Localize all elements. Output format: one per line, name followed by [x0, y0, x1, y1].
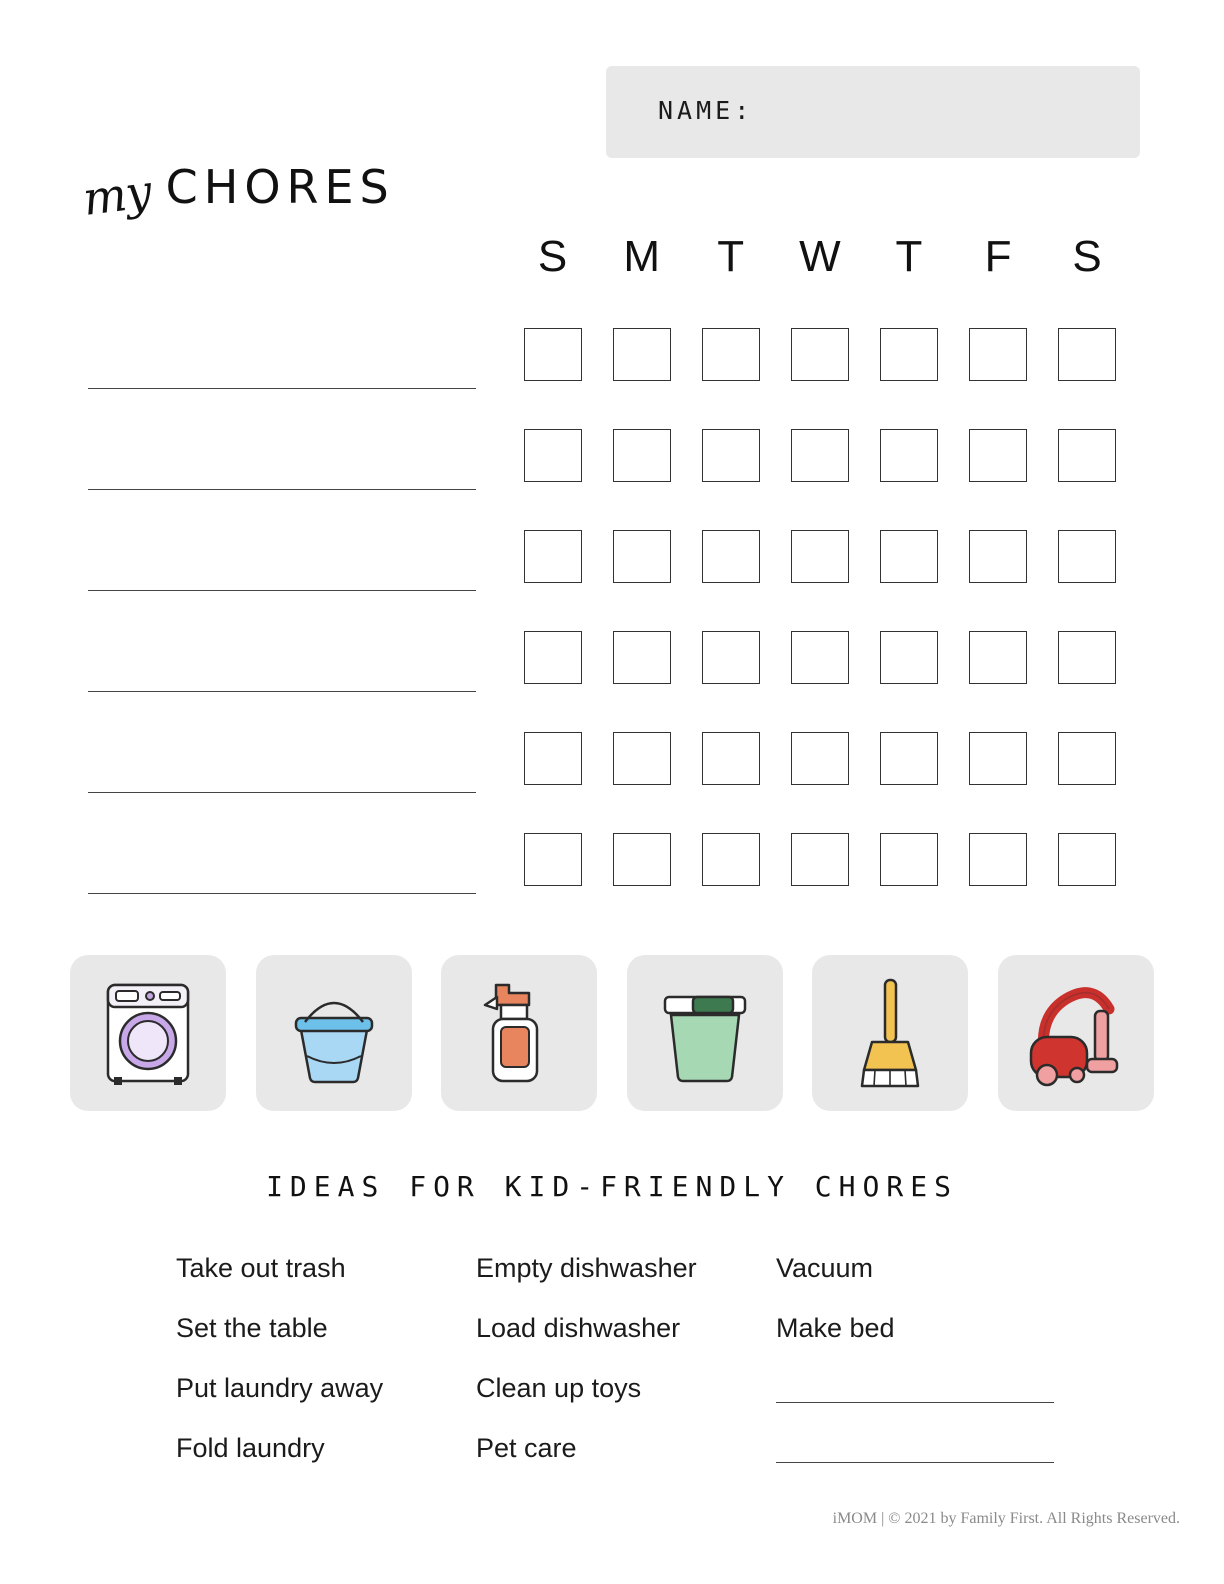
- checkbox[interactable]: [524, 530, 582, 583]
- day-header-saturday: S: [1072, 232, 1102, 281]
- chore-name-line[interactable]: [88, 792, 476, 793]
- icon-tile-bucket: [256, 955, 412, 1111]
- checkbox-cell: [775, 732, 864, 785]
- checkbox[interactable]: [613, 328, 671, 381]
- checkbox-cell: [864, 833, 953, 886]
- ideas-column-2: [476, 1238, 776, 1478]
- checkbox[interactable]: [880, 732, 938, 785]
- checkbox[interactable]: [524, 631, 582, 684]
- chore-name-line[interactable]: [88, 489, 476, 490]
- checkbox-cell: [953, 429, 1042, 482]
- checkbox-cell: [864, 631, 953, 684]
- checkbox[interactable]: [880, 833, 938, 886]
- checkbox-group: [508, 530, 1132, 583]
- checkbox[interactable]: [613, 732, 671, 785]
- checkbox-group: [508, 631, 1132, 684]
- checkbox-cell: [775, 631, 864, 684]
- checkbox-cell: [1043, 732, 1132, 785]
- checkbox-cell: [597, 833, 686, 886]
- washing-machine-icon: [94, 977, 202, 1089]
- checkbox-cell: [508, 732, 597, 785]
- checkbox-cell: [686, 631, 775, 684]
- checkbox-cell: [775, 833, 864, 886]
- icon-tile-trash-bin: [627, 955, 783, 1111]
- checkbox[interactable]: [524, 732, 582, 785]
- day-header-friday: F: [984, 232, 1012, 281]
- checkbox-group: [508, 833, 1132, 886]
- checkbox[interactable]: [524, 328, 582, 381]
- table-row: [0, 421, 1224, 522]
- day-header-thursday: T: [895, 232, 923, 281]
- checkbox[interactable]: [702, 833, 760, 886]
- checkbox[interactable]: [880, 328, 938, 381]
- chore-name-line[interactable]: [88, 590, 476, 591]
- checkbox-cell: [864, 732, 953, 785]
- day-header-row: [508, 232, 1132, 282]
- checkbox[interactable]: [702, 328, 760, 381]
- list-item: Empty dishwasher: [476, 1253, 697, 1283]
- checkbox-cell: [686, 328, 775, 381]
- checkbox[interactable]: [969, 631, 1027, 684]
- checkbox[interactable]: [1058, 429, 1116, 482]
- checkbox[interactable]: [702, 429, 760, 482]
- icon-tile-washing-machine: [70, 955, 226, 1111]
- list-item: Put laundry away: [176, 1373, 384, 1403]
- checkbox-cell: [508, 833, 597, 886]
- checkbox-cell: [1043, 833, 1132, 886]
- checkbox[interactable]: [1058, 732, 1116, 785]
- bucket-icon: [279, 978, 389, 1088]
- day-header-monday: M: [623, 232, 660, 281]
- checkbox-cell: [953, 833, 1042, 886]
- table-row: [0, 522, 1224, 623]
- checkbox-cell: [775, 429, 864, 482]
- checkbox[interactable]: [880, 631, 938, 684]
- checkbox[interactable]: [880, 429, 938, 482]
- checkbox[interactable]: [702, 732, 760, 785]
- checkbox[interactable]: [969, 833, 1027, 886]
- day-header-sunday: S: [537, 232, 568, 281]
- checkbox-cell: [864, 530, 953, 583]
- checkbox-cell: [1043, 631, 1132, 684]
- icon-tile-vacuum-cleaner: [998, 955, 1154, 1111]
- checkbox-cell: [597, 631, 686, 684]
- chore-grid: [0, 320, 1224, 926]
- icon-tile-broom: [812, 955, 968, 1111]
- checkbox[interactable]: [791, 429, 849, 482]
- list-item: Load dishwasher: [476, 1313, 681, 1343]
- checkbox[interactable]: [524, 429, 582, 482]
- checkbox-cell: [508, 631, 597, 684]
- checkbox[interactable]: [702, 631, 760, 684]
- list-item: Vacuum: [776, 1253, 874, 1283]
- checkbox[interactable]: [791, 631, 849, 684]
- checkbox-group: [508, 328, 1132, 381]
- footer-copyright: iMOM | © 2021 by Family First. All Rights Reserved.: [832, 1510, 1180, 1527]
- spray-bottle-icon: [469, 975, 569, 1091]
- checkbox-cell: [953, 631, 1042, 684]
- day-header-tuesday: T: [717, 232, 745, 281]
- checkbox[interactable]: [1058, 631, 1116, 684]
- table-row: [0, 825, 1224, 926]
- checkbox-cell: [597, 328, 686, 381]
- list-item: Set the table: [176, 1313, 328, 1343]
- checkbox[interactable]: [791, 833, 849, 886]
- checkbox[interactable]: [969, 429, 1027, 482]
- ideas-column-1: [176, 1238, 476, 1478]
- checkbox-cell: [953, 530, 1042, 583]
- checkbox-cell: [1043, 530, 1132, 583]
- checkbox-cell: [1043, 429, 1132, 482]
- checkbox[interactable]: [791, 732, 849, 785]
- name-field-box[interactable]: [606, 66, 1140, 158]
- checkbox-cell: [686, 732, 775, 785]
- table-row: [0, 724, 1224, 825]
- checkbox-group: [508, 429, 1132, 482]
- checkbox-cell: [597, 530, 686, 583]
- checkbox-cell: [597, 732, 686, 785]
- checkbox-cell: [953, 732, 1042, 785]
- chore-icon-strip: [70, 955, 1154, 1111]
- checkbox[interactable]: [1058, 833, 1116, 886]
- ideas-heading: IDEAS FOR KID-FRIENDLY CHORES: [266, 1170, 958, 1203]
- checkbox-cell: [686, 530, 775, 583]
- table-row: [0, 623, 1224, 724]
- checkbox[interactable]: [613, 833, 671, 886]
- ideas-list: [176, 1238, 1136, 1478]
- trash-bin-icon: [649, 979, 761, 1087]
- chore-name-line[interactable]: [88, 388, 476, 389]
- checkbox[interactable]: [969, 530, 1027, 583]
- day-header-wednesday: W: [799, 232, 841, 281]
- checkbox[interactable]: [969, 328, 1027, 381]
- checkbox-cell: [864, 328, 953, 381]
- checkbox-cell: [508, 429, 597, 482]
- checkbox-cell: [508, 530, 597, 583]
- checkbox[interactable]: [702, 530, 760, 583]
- checkbox-cell: [953, 328, 1042, 381]
- checkbox[interactable]: [613, 429, 671, 482]
- checkbox[interactable]: [969, 732, 1027, 785]
- icon-tile-spray-bottle: [441, 955, 597, 1111]
- table-row: [0, 320, 1224, 421]
- checkbox-cell: [686, 429, 775, 482]
- checkbox[interactable]: [613, 530, 671, 583]
- checkbox-cell: [597, 429, 686, 482]
- custom-chore-line[interactable]: [776, 1418, 1076, 1478]
- checkbox[interactable]: [1058, 530, 1116, 583]
- checkbox-group: [508, 732, 1132, 785]
- list-item: Clean up toys: [476, 1373, 642, 1403]
- list-item: Make bed: [776, 1313, 895, 1343]
- checkbox-cell: [775, 328, 864, 381]
- page-title-block-word: CHORES: [165, 160, 395, 214]
- checkbox[interactable]: [791, 530, 849, 583]
- name-label: NAME:: [658, 96, 754, 125]
- checkbox[interactable]: [524, 833, 582, 886]
- checkbox[interactable]: [880, 530, 938, 583]
- page-title-script-word: my: [79, 164, 154, 226]
- broom-icon: [842, 974, 938, 1092]
- checkbox[interactable]: [1058, 328, 1116, 381]
- ideas-column-3: [776, 1238, 1076, 1478]
- list-item: Take out trash: [176, 1253, 346, 1283]
- checkbox-cell: [775, 530, 864, 583]
- checkbox-cell: [508, 328, 597, 381]
- chore-name-line[interactable]: [88, 691, 476, 692]
- checkbox-cell: [1043, 328, 1132, 381]
- checkbox-cell: [864, 429, 953, 482]
- custom-chore-line[interactable]: [776, 1358, 1076, 1418]
- page-title: [79, 160, 395, 230]
- list-item: Fold laundry: [176, 1433, 325, 1463]
- checkbox[interactable]: [791, 328, 849, 381]
- list-item: Pet care: [476, 1433, 577, 1463]
- chore-name-line[interactable]: [88, 893, 476, 894]
- checkbox[interactable]: [613, 631, 671, 684]
- checkbox-cell: [686, 833, 775, 886]
- vacuum-cleaner-icon: [1017, 975, 1135, 1091]
